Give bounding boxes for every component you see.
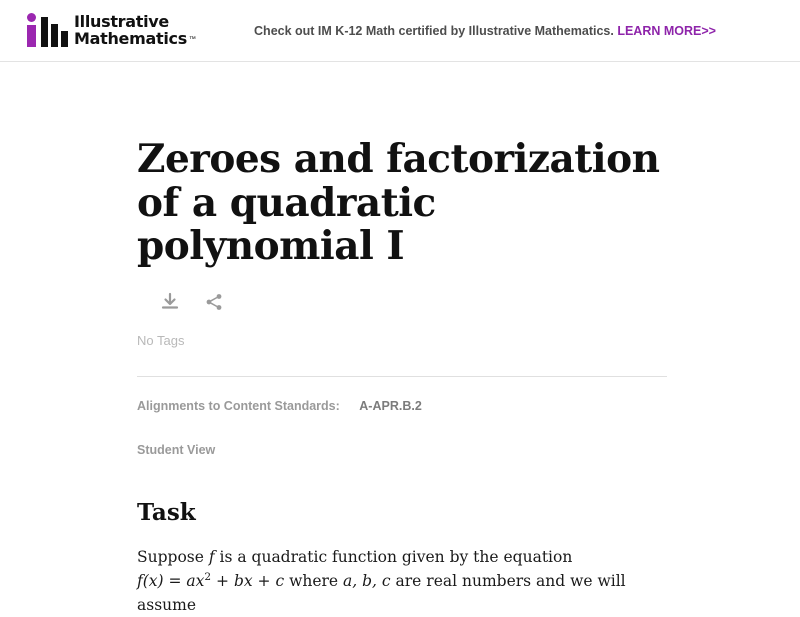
task-equation: $f(x) = ax^2$ + bx + c (137, 571, 285, 591)
alignments-standard[interactable]: A-APR.B.2 (359, 399, 422, 414)
task-text-2: is a quadratic function given by the equation (219, 548, 573, 567)
im-logo-icon (24, 11, 68, 51)
alignments-row (137, 399, 667, 413)
alignments-label: Alignments to Content Standards: (137, 399, 340, 414)
task-function-symbol: f (208, 548, 215, 567)
task-heading: Task (137, 499, 196, 527)
site-logo[interactable] (24, 11, 224, 51)
logo-line-1: Illustrative (74, 11, 169, 31)
logo-line-2: Mathematics (74, 28, 187, 48)
tags-label: No Tags (137, 333, 185, 349)
task-variables: a, b, c (343, 572, 391, 591)
promo-text: Check out IM K-12 Math certified by Illustrative Mathematics. (254, 23, 614, 38)
task-text-1: Suppose (137, 548, 204, 567)
trademark-symbol: ™ (188, 35, 196, 43)
logo-wordmark (74, 11, 196, 48)
task-text-3: where (289, 572, 339, 591)
task-text-4: are real numbers and we will assume (137, 572, 626, 615)
page-title: Zeroes and factorization of a quadratic polynomial I (137, 136, 660, 270)
share-icon[interactable] (203, 291, 225, 313)
download-icon[interactable] (159, 291, 181, 313)
promo-banner (224, 24, 776, 38)
action-bar (137, 291, 667, 313)
learn-more-link[interactable]: LEARN MORE>> (617, 23, 716, 38)
site-header (0, 0, 800, 62)
page-content (0, 138, 800, 617)
section-divider (137, 376, 667, 377)
student-view-link[interactable]: Student View (137, 443, 216, 458)
task-body (137, 545, 667, 617)
